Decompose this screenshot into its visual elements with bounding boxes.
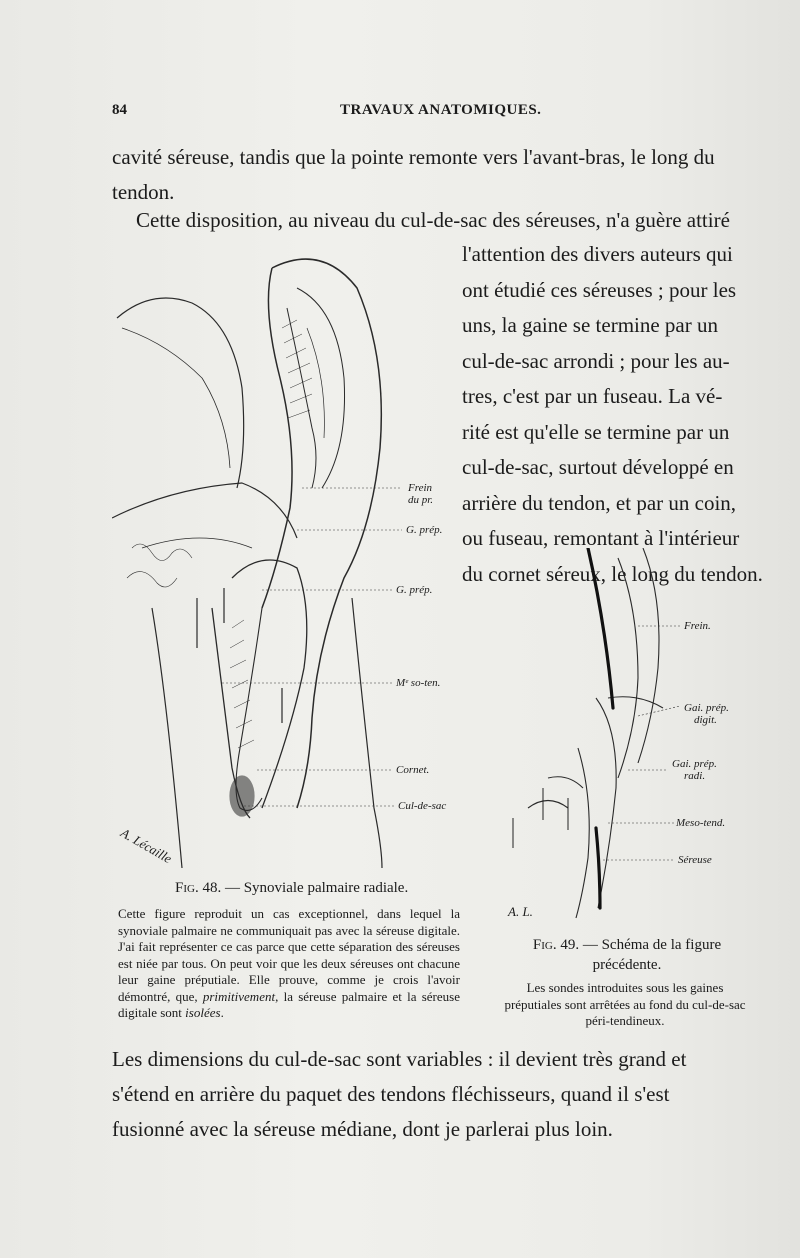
column-line: rité est qu'elle se termine par un <box>462 419 730 444</box>
column-line: cul-de-sac arrondi ; pour les au- <box>462 348 730 373</box>
figure-48-caption <box>175 880 408 897</box>
fig49-caption-prefix: Fig. 49. <box>532 937 580 953</box>
figure-49-drawing <box>488 548 758 938</box>
paragraph-2-first-line: Cette disposition, au niveau du cul-de-sac des séreuses, n'a guère attiré <box>136 208 730 232</box>
fig48-label-gprep-1: G. prép. <box>406 524 443 536</box>
fig48-label-frein: Frein <box>408 482 433 494</box>
fig49-label-gai-digit-2: digit. <box>694 714 717 726</box>
fig49-label-frein: Frein. <box>684 620 711 632</box>
column-line: ont étudié ces séreuses ; pour les <box>462 277 737 302</box>
paragraph-2-column <box>462 237 763 592</box>
fig48-label-gprep-2: G. prép. <box>396 584 433 596</box>
figure-48-legend <box>118 906 460 1022</box>
fig49-signature: A. L. <box>508 904 533 919</box>
figure-48-illustration <box>112 248 462 868</box>
column-line: ou fuseau, remontant à l'intérieur <box>462 526 740 550</box>
fig49-label-gai-digit-1: Gai. prép. <box>684 702 729 714</box>
column-line: arrière du tendon, et par un coin, <box>462 490 737 515</box>
fig48-legend-part-3: . <box>220 1005 224 1020</box>
fig48-legend-part-2: , la séreuse palmaire et la séreuse digitale sont <box>118 988 460 1020</box>
column-line: uns, la gaine se termine par un <box>462 313 718 337</box>
fig48-legend-emphasis-1: primitivement <box>202 988 276 1004</box>
figure-49-schema <box>488 548 758 938</box>
fig48-caption-text: — Synoviale palmaire radiale. <box>224 880 409 896</box>
paragraph-1: cavité séreuse, tandis que la pointe remonte vers l'avant-bras, le long du tendon. <box>112 145 715 204</box>
fig49-label-gai-radi-2: radi. <box>684 770 706 782</box>
running-title: TRAVAUX ANATOMIQUES. <box>340 102 542 118</box>
fig49-label-sereuse: Séreuse <box>678 854 712 866</box>
fig49-caption-text: — Schéma de la figure précédente. <box>582 937 722 973</box>
column-line: l'attention des divers auteurs qui <box>462 242 733 266</box>
fig48-legend-part-1: Cette figure reproduit un cas exceptionnel, dans lequel la synoviale palmaire ne communiquait pas avec la séreuse digitale. J'ai fait représenter ce cas parce que cette séparation des séreuses est niée par tous. On peut voir que les deux séreuses ont chacune leur gaine préputiale. Elle prouve, comme je crois l'avoir démontré, que, <box>118 906 460 1004</box>
figure-49-legend: Les sondes introduites sous les gaines préputiales sont arrêtées au fond du cul-de-sac péri-tendineux. <box>504 980 746 1028</box>
column-line: du cornet séreux, le long du tendon. <box>462 561 763 586</box>
figure-49-caption <box>512 935 742 975</box>
page-number: 84 <box>112 102 127 118</box>
column-line: tres, c'est par un fuseau. La vé- <box>462 384 723 408</box>
fig48-caption-prefix: Fig. 48. <box>175 880 222 896</box>
fig48-signature: A. Lécaille <box>118 824 175 867</box>
fig49-label-gai-radi-1: Gai. prép. <box>672 758 717 770</box>
fig48-label-cornet: Cornet. <box>396 764 430 776</box>
fig48-label-meso: Mᵉ so-ten. <box>396 677 441 689</box>
fig49-label-meso: Meso-tend. <box>676 817 726 829</box>
fig48-legend-emphasis-2: isolées <box>185 1005 221 1020</box>
fig48-label-frein-2: du pr. <box>408 494 434 506</box>
page-header <box>112 100 732 124</box>
fig48-label-culdesac: Cul-de-sac <box>398 800 447 812</box>
paragraph-3: Les dimensions du cul-de-sac sont variables : il devient très grand et s'étend en arrière du paquet des tendons fléchisseurs, quand il s'est fusionné avec la séreuse médiane, dont je parlerai plus loin. <box>112 1047 687 1141</box>
column-line: cul-de-sac, surtout développé en <box>462 455 734 479</box>
